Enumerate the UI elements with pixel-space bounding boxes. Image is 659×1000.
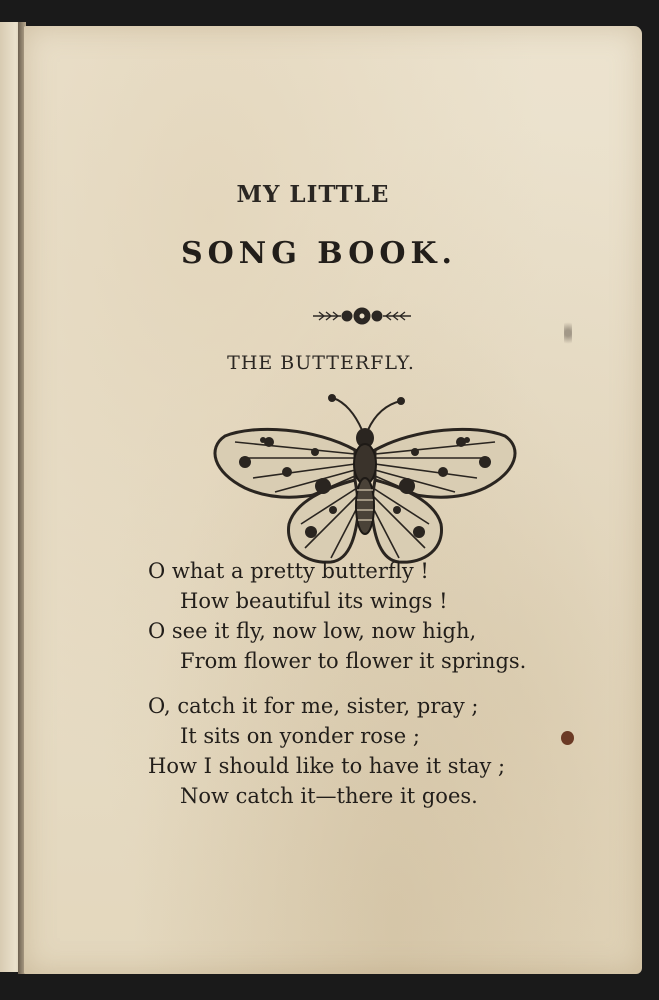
verse-line: How I should like to have it stay ;: [148, 754, 506, 778]
fleuron-ornament-icon: [311, 305, 413, 327]
verse-1: [148, 556, 526, 676]
verse-line: Now catch it—there it goes.: [180, 784, 478, 808]
verse-2: [148, 691, 505, 811]
book-page: [24, 26, 642, 974]
poem-title: THE BUTTERFLY.: [227, 352, 415, 374]
verse-line: From flower to flower it springs.: [180, 649, 527, 673]
verse-line: How beautiful its wings !: [180, 589, 448, 613]
ink-stain: [561, 731, 574, 745]
butterfly-illustration-icon: [205, 392, 523, 570]
title-line-2: SONG BOOK.: [181, 236, 457, 271]
verse-line: O what a pretty butterfly !: [148, 559, 429, 583]
verse-line: O, catch it for me, sister, pray ;: [148, 694, 479, 718]
verse-line: O see it fly, now low, now high,: [148, 619, 477, 643]
title-line-1: MY LITTLE: [236, 181, 390, 208]
mark-smudge: [564, 318, 572, 348]
verse-line: It sits on yonder rose ;: [180, 724, 420, 748]
